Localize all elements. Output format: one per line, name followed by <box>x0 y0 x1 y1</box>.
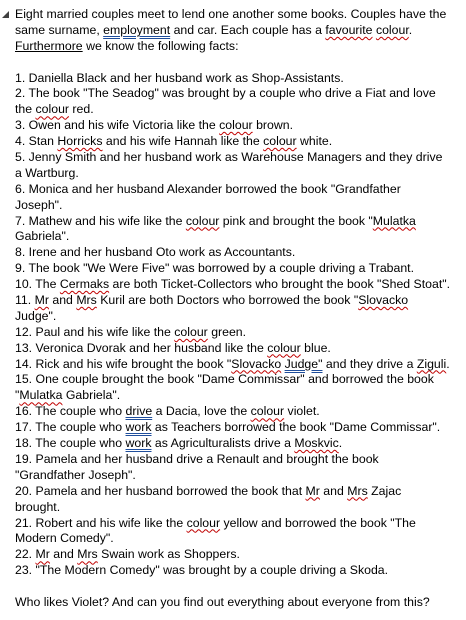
spelling-flagged-word: Mr <box>35 547 50 562</box>
text-line <box>15 150 463 166</box>
text-run: brought. <box>15 499 61 514</box>
text-run: . <box>408 22 413 37</box>
text-run: 17. The couple who <box>15 420 126 435</box>
text-line <box>15 261 463 277</box>
text-run: Modern Comedy". <box>15 531 114 546</box>
text-line <box>15 309 463 325</box>
text-run: Kuril are both Doctors who borrowed the book " <box>96 293 359 308</box>
grammar-flagged-word: Judge" <box>284 356 323 371</box>
spelling-flagged-word: colour <box>250 404 285 419</box>
spelling-flagged-word: Mrs <box>347 483 368 498</box>
spelling-flagged-word: colour <box>375 22 409 37</box>
text-run: "Grandfather Joseph". <box>15 467 136 482</box>
text-run: 22. <box>15 547 36 562</box>
text-line <box>15 436 463 452</box>
document-text <box>15 7 463 611</box>
text-run: pink and brought the book " <box>219 213 373 228</box>
spelling-flagged-word: Moskvic <box>294 436 339 451</box>
text-run: Gabriela". <box>62 388 121 403</box>
text-run: 23. "The Modern Comedy" was brought by a couple driving a Skoda. <box>15 563 389 578</box>
text-run: Eight married couples meet to lend one another some books. Couples have the <box>15 7 447 21</box>
text-run: 20. Pamela and her husband borrowed the book that <box>15 483 306 498</box>
grammar-flagged-word: employment <box>103 22 171 37</box>
grammar-flagged-word: work <box>125 420 152 435</box>
spelling-flagged-word: Slovacko <box>231 356 282 371</box>
text-line <box>15 102 463 118</box>
text-run: the <box>15 102 36 117</box>
text-run: red. <box>69 102 94 117</box>
text-run: 1. Daniella Black and her husband work as Shop-Assistants. <box>15 70 344 85</box>
text-line <box>15 452 463 468</box>
spelling-flagged-word: colour <box>219 118 253 133</box>
text-run: blue. <box>300 340 331 355</box>
text-run: 15. One couple brought the book "Dame Commissar" and borrowed the book <box>15 372 434 387</box>
spelling-flagged-word: Mr <box>305 483 320 498</box>
text-line <box>15 214 463 230</box>
text-run: Joseph". <box>15 197 63 212</box>
text-line <box>15 325 463 341</box>
text-run: a Wartburg. <box>15 165 79 180</box>
text-run: Judge". <box>15 308 57 323</box>
text-line <box>15 372 463 388</box>
spelling-flagged-word: Mrs <box>76 293 97 308</box>
text-run: and <box>49 547 78 562</box>
spelling-flagged-word: colour <box>35 102 70 117</box>
spelling-flagged-word: colour <box>174 324 208 339</box>
spelling-flagged-word: Mrs <box>77 547 98 562</box>
grammar-flagged-word: work <box>125 436 152 451</box>
text-line <box>15 357 463 373</box>
text-run: Gabriela". <box>15 229 70 244</box>
text-run: 11. <box>15 293 35 308</box>
spelling-flagged-word: Slovacko <box>358 293 409 308</box>
text-run: yellow and borrowed the book "The <box>220 515 416 530</box>
text-run: green. <box>207 324 247 339</box>
text-line <box>15 341 463 357</box>
text-line <box>15 293 463 309</box>
text-line <box>15 531 463 547</box>
spelling-flagged-word: Mr <box>34 293 49 308</box>
text-run: 9. The book "We Were Five" was borrowed by a couple driving a Trabant. <box>15 261 415 276</box>
text-line <box>15 23 463 39</box>
text-run: 10. The <box>15 277 60 292</box>
text-run: 2. The book "The Seadog" was brought by a couple who drive a Fiat and love <box>15 86 436 101</box>
text-run: and <box>319 483 348 498</box>
text-run: 21. Robert and his wife like the <box>15 515 187 530</box>
blank-line <box>15 55 463 71</box>
text-line <box>15 229 463 245</box>
spelling-flagged-word: Horricks <box>57 134 103 149</box>
text-line <box>15 500 463 516</box>
text-run: 8. Irene and her husband Oto work as Accountants. <box>15 245 296 260</box>
text-line <box>15 547 463 563</box>
text-run: violet. <box>284 404 320 419</box>
text-run: . <box>446 356 450 371</box>
text-line <box>15 198 463 214</box>
spelling-flagged-word: colour <box>267 340 301 355</box>
text-line <box>15 39 463 55</box>
text-run: Swain work as Shoppers. <box>97 547 240 562</box>
text-line <box>15 182 463 198</box>
text-run: 19. Pamela and her husband drive a Renault and brought the book <box>15 451 379 466</box>
text-run: 12. Paul and his wife like the <box>15 324 175 339</box>
text-line <box>15 71 463 87</box>
text-run: and <box>48 293 77 308</box>
blank-line <box>15 579 463 595</box>
text-run: 4. Stan <box>15 134 58 149</box>
spelling-flagged-word: colour <box>263 134 297 149</box>
text-run: Who likes Violet? And can you find out everything about everyone from this? <box>15 594 430 609</box>
text-run: 14. Rick and his wife brought the book " <box>15 356 232 371</box>
text-run: 6. Monica and her husband Alexander borrowed the book "Grandfather <box>15 181 401 196</box>
text-line <box>15 277 463 293</box>
text-line <box>15 134 463 150</box>
spelling-flagged-word: Cermaks <box>59 277 110 292</box>
text-run: 7. Mathew and his wife like the <box>15 213 186 228</box>
spelling-flagged-word: Ziguli <box>416 356 447 371</box>
text-line <box>15 245 463 261</box>
text-line <box>15 420 463 436</box>
text-run: Zajac <box>367 483 402 498</box>
text-run: 13. Veronica Dvorak and her husband like the <box>15 340 268 355</box>
text-run: 3. Owen and his wife Victoria like the <box>15 118 220 133</box>
text-run: 5. Jenny Smith and her husband work as Warehouse Managers and they drive <box>15 150 443 165</box>
text-line <box>15 484 463 500</box>
text-line <box>15 118 463 134</box>
paragraph-marker-icon <box>2 11 9 18</box>
text-line <box>15 166 463 182</box>
text-run: . <box>338 436 343 451</box>
text-run: a Dacia, love the <box>152 404 251 419</box>
text-run: as Agriculturalists drive a <box>151 436 295 451</box>
text-line <box>15 404 463 420</box>
grammar-flagged-word: drive <box>125 404 153 419</box>
spelling-flagged-word: Mulatka <box>372 213 416 228</box>
spelling-flagged-word: colour <box>185 213 220 228</box>
text-line <box>15 516 463 532</box>
text-line <box>15 86 463 102</box>
text-line <box>15 595 463 611</box>
text-line <box>15 388 463 404</box>
underlined-text: Furthermore <box>15 38 83 53</box>
spelling-flagged-word: Mulatka <box>19 388 63 403</box>
text-run: white. <box>296 134 333 149</box>
text-line <box>15 7 463 23</box>
text-run: as Teachers borrowed the book "Dame Commissar". <box>151 420 441 435</box>
spelling-flagged-word: colour <box>186 515 221 530</box>
text-run: and car. Each couple has a <box>170 22 326 37</box>
text-run: and they drive a <box>322 356 417 371</box>
text-run: we know the following facts: <box>82 38 239 53</box>
text-run: brown. <box>252 118 293 133</box>
text-run: 16. The couple who <box>15 404 126 419</box>
text-run: 18. The couple who <box>15 436 126 451</box>
text-run: " <box>15 388 20 403</box>
text-run: same surname, <box>15 22 104 37</box>
text-line <box>15 468 463 484</box>
text-line <box>15 563 463 579</box>
text-run: are both Ticket-Collectors who brought the book "Shed Stoat". <box>109 277 451 292</box>
spelling-flagged-word: favourite <box>325 22 373 37</box>
text-run: and his wife Hannah like the <box>102 134 264 149</box>
